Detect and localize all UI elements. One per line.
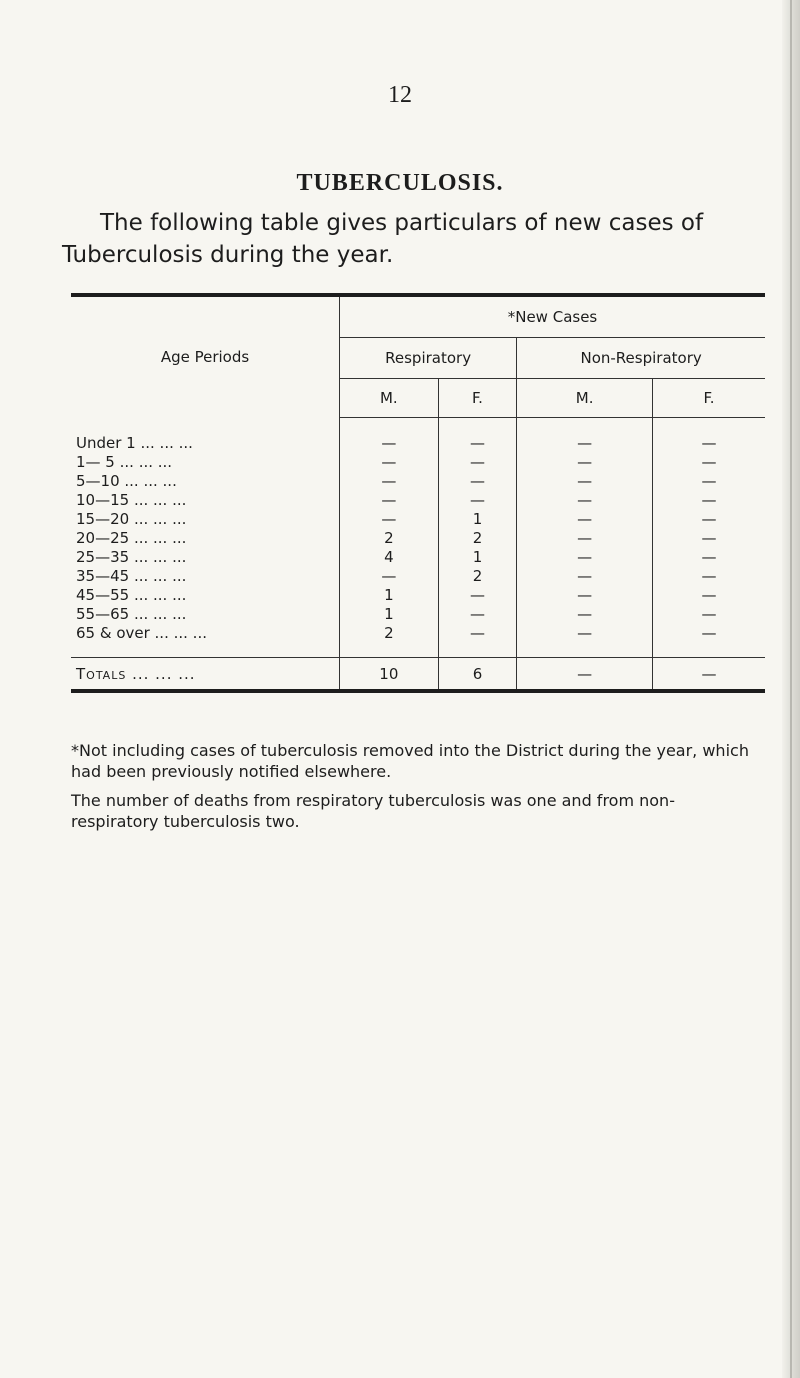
table-row [71,472,765,491]
age-periods-header: Age Periods [71,295,340,418]
resp-female-cell: — [438,605,517,624]
resp-male-cell: — [340,491,439,510]
nonresp-male-cell: — [517,510,653,529]
table-row [71,548,765,567]
age-period-cell: 45—55 ... ... ... [71,586,340,605]
non-respiratory-male-header: M. [517,379,653,418]
nonresp-female-cell: — [701,491,717,509]
nonresp-male-cell: — [517,453,653,472]
resp-female-cell: — [438,586,517,605]
intro-paragraph: The following table gives particulars of new cases of Tuberculosis during the year. [62,210,704,268]
nonresp-female-cell: — [701,567,717,585]
nonresp-male-cell: — [517,605,653,624]
resp-female-cell: — [438,491,517,510]
age-period-cell: 20—25 ... ... ... [71,529,340,548]
respiratory-female-header: F. [438,379,517,418]
table-row [71,624,765,658]
page-edge-line [790,0,792,1378]
age-period-cell: 10—15 ... ... ... [71,491,340,510]
age-period-cell: 1— 5 ... ... ... [71,453,340,472]
nonresp-female-cell: — [701,605,717,623]
totals-row [71,658,765,692]
table-row [71,529,765,548]
totals-nonresp-female: — [653,658,765,692]
nonresp-female-cell: — [701,529,717,547]
nonresp-male-cell: — [517,586,653,605]
totals-resp-male: 10 [340,658,439,692]
totals-label: Totals ... ... ... [71,658,340,692]
age-period-cell: 65 & over ... ... ... [71,624,340,658]
nonresp-female-cell: — [701,586,717,604]
totals-nonresp-male: — [517,658,653,692]
resp-male-cell: 1 [340,586,439,605]
totals-resp-female: 6 [438,658,517,692]
resp-female-cell: — [438,624,517,658]
age-period-cell: 25—35 ... ... ... [71,548,340,567]
resp-female-cell: — [438,418,517,454]
non-respiratory-header: Non-Respiratory [517,338,765,379]
table-row [71,453,765,472]
page-title: TUBERCULOSIS. [296,170,504,196]
resp-female-cell: 1 [438,548,517,567]
resp-male-cell: 2 [340,624,439,658]
age-period-cell: 15—20 ... ... ... [71,510,340,529]
resp-male-cell: 2 [340,529,439,548]
resp-male-cell: — [340,418,439,454]
nonresp-male-cell: — [517,472,653,491]
nonresp-female-cell: — [701,510,717,528]
resp-female-cell: 2 [438,567,517,586]
age-period-cell: Under 1 ... ... ... [71,418,340,454]
age-period-cell: 55—65 ... ... ... [71,605,340,624]
nonresp-female-cell: — [701,434,717,452]
nonresp-male-cell: — [517,567,653,586]
nonresp-female-cell: — [701,453,717,471]
table-row [71,491,765,510]
table-row [71,567,765,586]
tuberculosis-table [71,293,765,693]
age-period-cell: 35—45 ... ... ... [71,567,340,586]
resp-male-cell: 4 [340,548,439,567]
resp-female-cell: — [438,472,517,491]
resp-male-cell: — [340,453,439,472]
resp-male-cell: — [340,567,439,586]
resp-female-cell: — [438,453,517,472]
nonresp-male-cell: — [517,529,653,548]
non-respiratory-female-header: F. [653,379,765,418]
table-row [71,418,765,454]
table-row [71,605,765,624]
footnote: *Not including cases of tuberculosis removed into the District during the year, which had been previously notified elsewhere. [71,741,749,781]
new-cases-header: *New Cases [340,295,766,338]
deaths-note: The number of deaths from respiratory tuberculosis was one and from non-respiratory tuberculosis two. [71,791,675,831]
nonresp-male-cell: — [517,491,653,510]
respiratory-header: Respiratory [340,338,517,379]
resp-male-cell: — [340,510,439,529]
nonresp-female-cell: — [701,624,717,642]
resp-female-cell: 1 [438,510,517,529]
page-number: 12 [388,82,412,108]
nonresp-male-cell: — [517,418,653,454]
nonresp-female-cell: — [701,472,717,490]
age-period-cell: 5—10 ... ... ... [71,472,340,491]
resp-female-cell: 2 [438,529,517,548]
nonresp-female-cell: — [701,548,717,566]
nonresp-male-cell: — [517,548,653,567]
resp-male-cell: — [340,472,439,491]
table-row [71,510,765,529]
resp-male-cell: 1 [340,605,439,624]
table-row [71,586,765,605]
respiratory-male-header: M. [340,379,439,418]
nonresp-male-cell: — [517,624,653,658]
